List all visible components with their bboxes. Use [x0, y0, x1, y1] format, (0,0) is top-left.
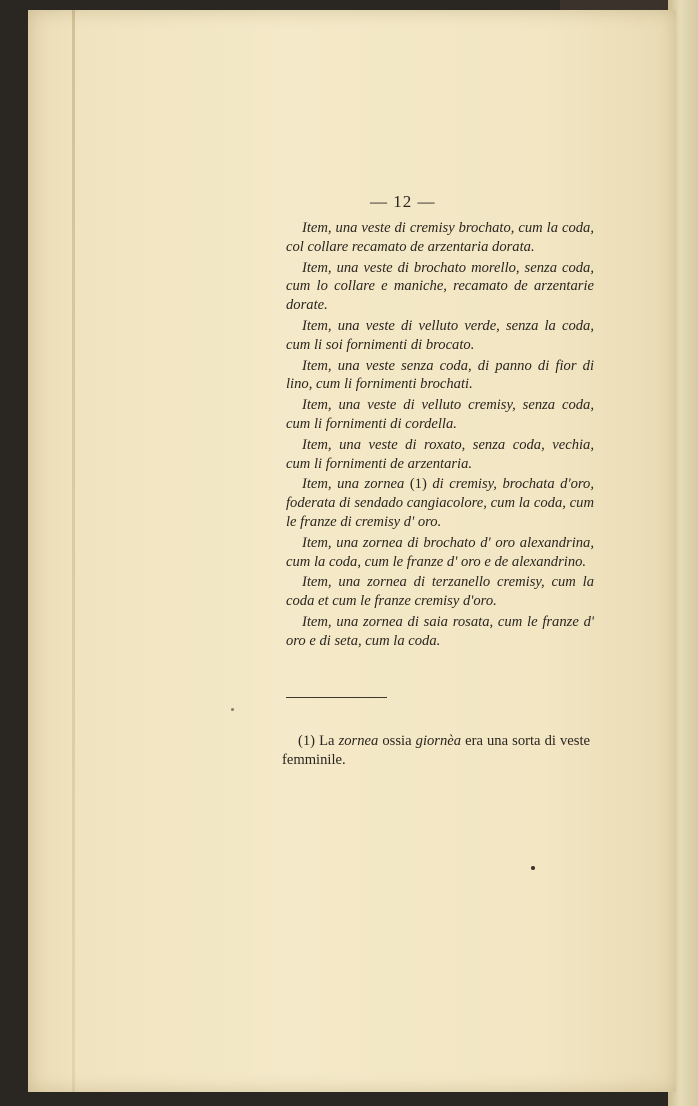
inventory-entry: Item, una veste di brochato morello, senza coda, cum lo collare e maniche, recamato de arzentarie dorate.	[286, 259, 594, 314]
inventory-entry: Item, una veste di velluto cremisy, senza coda, cum li fornimenti di cordella.	[286, 397, 594, 432]
inventory-entry: Item, una veste di velluto verde, senza la coda, cum li soi fornimenti di brocato.	[286, 317, 594, 353]
inventory-entry: Item, una zornea di brochato d' oro alexandrina, cum la coda, cum le franze d' oro e de alexandrino.	[286, 534, 594, 570]
inventory-entry: Item, una veste di cremisy brochato, cum la coda, col collare recamato de arzentaria dorata.	[286, 220, 594, 255]
inventory-entry: Item, una veste senza coda, di panno di fior di lino, cum li fornimenti brochati.	[286, 357, 594, 393]
footnote-reference[interactable]: (1)	[409, 476, 427, 493]
inventory-entry-with-footnote	[286, 475, 594, 531]
footnote-divider	[286, 697, 387, 698]
paper-speck	[231, 708, 234, 711]
footnote-term-zornea: zornea	[338, 733, 379, 749]
page-number: — 12 —	[370, 192, 436, 211]
inventory-entry: Item, una zornea di terzanello cremisy, cum la coda et cum le franze cremisy d'oro.	[286, 574, 594, 610]
inventory-entry: Item, una veste di roxato, senza coda, vechia, cum li fornimenti de arzentaria.	[286, 436, 594, 472]
footnote	[282, 732, 590, 770]
footnote-suffix: era una sorta di veste femminile.	[282, 733, 590, 768]
inventory-text	[286, 219, 594, 653]
footnote-term-giornea: giornèa	[415, 733, 462, 749]
inventory-entry: Item, una zornea di saia rosata, cum le franze d' oro e di seta, cum la coda.	[286, 613, 594, 649]
footnote-prefix: (1) La	[298, 733, 339, 749]
footnote-middle: ossia	[378, 733, 416, 749]
entry-text-before-ref: Item, una zornea	[302, 476, 410, 493]
entry-text-after-ref: di cremisy, brochata d'oro, foderata di sendado cangiacolore, cum la coda, cum le franze di cremisy d' oro.	[286, 476, 594, 530]
paper-speck	[531, 866, 535, 870]
